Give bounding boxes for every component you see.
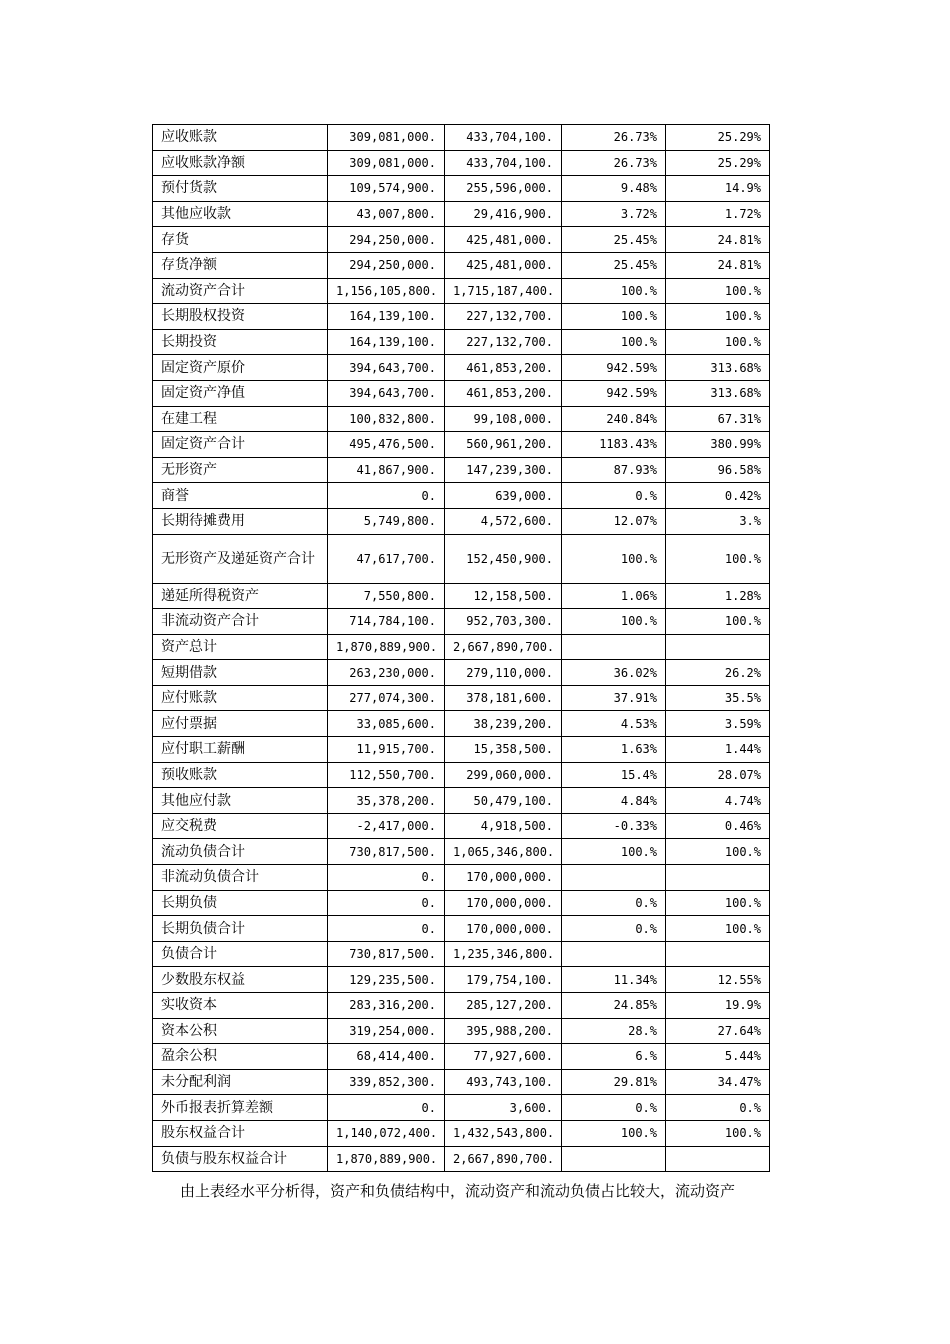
row-label-cell: 在建工程 xyxy=(153,406,328,432)
value-cell: 12.07% xyxy=(562,508,666,534)
value-cell: 28.07% xyxy=(666,762,770,788)
value-cell: 34.47% xyxy=(666,1069,770,1095)
row-label-cell: 固定资产合计 xyxy=(153,432,328,458)
value-cell: 100.% xyxy=(666,609,770,635)
value-cell: 26.2% xyxy=(666,660,770,686)
value-cell: 77,927,600. xyxy=(445,1044,562,1070)
row-label-cell: 无形资产 xyxy=(153,457,328,483)
value-cell: -0.33% xyxy=(562,813,666,839)
row-label-cell: 盈余公积 xyxy=(153,1044,328,1070)
value-cell: 25.29% xyxy=(666,150,770,176)
balance-sheet-table xyxy=(152,124,770,1172)
row-label-cell: 应付职工薪酬 xyxy=(153,737,328,763)
value-cell: 0. xyxy=(328,916,445,942)
value-cell: 100.% xyxy=(562,534,666,583)
value-cell: 170,000,000. xyxy=(445,890,562,916)
value-cell: 493,743,100. xyxy=(445,1069,562,1095)
value-cell: 11,915,700. xyxy=(328,737,445,763)
value-cell: 285,127,200. xyxy=(445,993,562,1019)
table-row xyxy=(153,839,770,865)
row-label-cell: 预付货款 xyxy=(153,176,328,202)
value-cell: 1,235,346,800. xyxy=(445,941,562,967)
value-cell: 3.72% xyxy=(562,201,666,227)
value-cell: 0. xyxy=(328,1095,445,1121)
row-label-cell: 流动负债合计 xyxy=(153,839,328,865)
value-cell: 1,432,543,800. xyxy=(445,1120,562,1146)
value-cell: 12.55% xyxy=(666,967,770,993)
value-cell: 100.% xyxy=(666,916,770,942)
value-cell: 100.% xyxy=(666,534,770,583)
row-label-cell: 长期待摊费用 xyxy=(153,508,328,534)
value-cell: 394,643,700. xyxy=(328,380,445,406)
value-cell: 170,000,000. xyxy=(445,865,562,891)
value-cell xyxy=(666,1146,770,1172)
table-row xyxy=(153,150,770,176)
row-label-cell: 无形资产及递延资产合计 xyxy=(153,534,328,583)
value-cell: 100.% xyxy=(666,890,770,916)
value-cell: 283,316,200. xyxy=(328,993,445,1019)
table-row xyxy=(153,941,770,967)
value-cell: 5,749,800. xyxy=(328,508,445,534)
value-cell: 0.% xyxy=(666,1095,770,1121)
value-cell: 942.59% xyxy=(562,380,666,406)
table-row xyxy=(153,967,770,993)
row-label-cell: 商誉 xyxy=(153,483,328,509)
value-cell: 100.% xyxy=(562,839,666,865)
value-cell: 313.68% xyxy=(666,380,770,406)
table-row xyxy=(153,583,770,609)
value-cell: 12,158,500. xyxy=(445,583,562,609)
value-cell: 4,918,500. xyxy=(445,813,562,839)
value-cell xyxy=(562,865,666,891)
table-row xyxy=(153,609,770,635)
value-cell: 942.59% xyxy=(562,355,666,381)
row-label-cell: 负债合计 xyxy=(153,941,328,967)
value-cell: 3.% xyxy=(666,508,770,534)
value-cell: 36.02% xyxy=(562,660,666,686)
value-cell: 4.53% xyxy=(562,711,666,737)
value-cell: 33,085,600. xyxy=(328,711,445,737)
value-cell: 179,754,100. xyxy=(445,967,562,993)
row-label-cell: 长期负债 xyxy=(153,890,328,916)
table-row xyxy=(153,227,770,253)
value-cell: 100.% xyxy=(562,609,666,635)
value-cell: 170,000,000. xyxy=(445,916,562,942)
table-row xyxy=(153,1095,770,1121)
value-cell: 1,870,889,900. xyxy=(328,1146,445,1172)
row-label-cell: 长期负债合计 xyxy=(153,916,328,942)
value-cell: 152,450,900. xyxy=(445,534,562,583)
value-cell: 24.81% xyxy=(666,252,770,278)
table-row xyxy=(153,1120,770,1146)
value-cell: 2,667,890,700. xyxy=(445,1146,562,1172)
table-row xyxy=(153,201,770,227)
value-cell: 1.28% xyxy=(666,583,770,609)
value-cell: 28.% xyxy=(562,1018,666,1044)
value-cell: 279,110,000. xyxy=(445,660,562,686)
value-cell: 1.06% xyxy=(562,583,666,609)
value-cell: 100.% xyxy=(666,329,770,355)
value-cell: 41,867,900. xyxy=(328,457,445,483)
value-cell: 227,132,700. xyxy=(445,304,562,330)
table-row xyxy=(153,508,770,534)
value-cell: 35,378,200. xyxy=(328,788,445,814)
value-cell: 6.% xyxy=(562,1044,666,1070)
row-label-cell: 外币报表折算差额 xyxy=(153,1095,328,1121)
table-row xyxy=(153,278,770,304)
value-cell: 0. xyxy=(328,890,445,916)
table-row xyxy=(153,813,770,839)
value-cell xyxy=(666,865,770,891)
value-cell: 99,108,000. xyxy=(445,406,562,432)
table-row xyxy=(153,380,770,406)
value-cell: 24.85% xyxy=(562,993,666,1019)
value-cell: 29,416,900. xyxy=(445,201,562,227)
value-cell: 4.74% xyxy=(666,788,770,814)
value-cell: 47,617,700. xyxy=(328,534,445,583)
value-cell: 1183.43% xyxy=(562,432,666,458)
value-cell: 100.% xyxy=(562,1120,666,1146)
value-cell: 0.% xyxy=(562,916,666,942)
value-cell xyxy=(562,634,666,660)
value-cell xyxy=(562,941,666,967)
table-row xyxy=(153,660,770,686)
value-cell: 3,600. xyxy=(445,1095,562,1121)
value-cell: 112,550,700. xyxy=(328,762,445,788)
value-cell: 9.48% xyxy=(562,176,666,202)
value-cell: 378,181,600. xyxy=(445,685,562,711)
table-row xyxy=(153,483,770,509)
value-cell: 14.9% xyxy=(666,176,770,202)
value-cell: 0.% xyxy=(562,1095,666,1121)
value-cell xyxy=(666,941,770,967)
table-body xyxy=(153,125,770,1172)
value-cell: 38,239,200. xyxy=(445,711,562,737)
row-label-cell: 存货 xyxy=(153,227,328,253)
value-cell: 425,481,000. xyxy=(445,252,562,278)
value-cell: 100.% xyxy=(666,1120,770,1146)
value-cell xyxy=(666,634,770,660)
value-cell: 0.% xyxy=(562,890,666,916)
row-label-cell: 预收账款 xyxy=(153,762,328,788)
value-cell: 639,000. xyxy=(445,483,562,509)
row-label-cell: 非流动负债合计 xyxy=(153,865,328,891)
value-cell: 299,060,000. xyxy=(445,762,562,788)
value-cell: 1,065,346,800. xyxy=(445,839,562,865)
value-cell: 100.% xyxy=(562,304,666,330)
value-cell: 714,784,100. xyxy=(328,609,445,635)
table-row xyxy=(153,916,770,942)
value-cell: 26.73% xyxy=(562,125,666,151)
value-cell: 433,704,100. xyxy=(445,125,562,151)
table-row xyxy=(153,711,770,737)
row-label-cell: 其他应付款 xyxy=(153,788,328,814)
row-label-cell: 固定资产原价 xyxy=(153,355,328,381)
value-cell: 0.42% xyxy=(666,483,770,509)
value-cell: 25.29% xyxy=(666,125,770,151)
table-row xyxy=(153,1018,770,1044)
row-label-cell: 递延所得税资产 xyxy=(153,583,328,609)
table-row xyxy=(153,993,770,1019)
value-cell: 339,852,300. xyxy=(328,1069,445,1095)
table-row xyxy=(153,890,770,916)
analysis-paragraph: 由上表经水平分析得，资产和负债结构中，流动资产和流动负债占比较大，流动资产 xyxy=(180,1182,736,1200)
row-label-cell: 其他应收款 xyxy=(153,201,328,227)
row-label-cell: 应收账款净额 xyxy=(153,150,328,176)
value-cell: 68,414,400. xyxy=(328,1044,445,1070)
value-cell: 15.4% xyxy=(562,762,666,788)
value-cell: 0. xyxy=(328,483,445,509)
value-cell: 100.% xyxy=(666,304,770,330)
value-cell: 43,007,800. xyxy=(328,201,445,227)
table-row xyxy=(153,355,770,381)
value-cell: 100.% xyxy=(666,278,770,304)
value-cell: 425,481,000. xyxy=(445,227,562,253)
value-cell: 1,156,105,800. xyxy=(328,278,445,304)
row-label-cell: 应收账款 xyxy=(153,125,328,151)
value-cell: 0. xyxy=(328,865,445,891)
value-cell: 15,358,500. xyxy=(445,737,562,763)
value-cell: 25.45% xyxy=(562,227,666,253)
value-cell: 395,988,200. xyxy=(445,1018,562,1044)
value-cell: 227,132,700. xyxy=(445,329,562,355)
row-label-cell: 未分配利润 xyxy=(153,1069,328,1095)
value-cell: 87.93% xyxy=(562,457,666,483)
value-cell: 319,254,000. xyxy=(328,1018,445,1044)
value-cell: 37.91% xyxy=(562,685,666,711)
table-row xyxy=(153,1044,770,1070)
value-cell: 100.% xyxy=(562,278,666,304)
value-cell: 1.72% xyxy=(666,201,770,227)
row-label-cell: 流动资产合计 xyxy=(153,278,328,304)
value-cell: 50,479,100. xyxy=(445,788,562,814)
value-cell: 3.59% xyxy=(666,711,770,737)
value-cell xyxy=(562,1146,666,1172)
row-label-cell: 应交税费 xyxy=(153,813,328,839)
value-cell: 309,081,000. xyxy=(328,150,445,176)
value-cell: 100,832,800. xyxy=(328,406,445,432)
table-row xyxy=(153,762,770,788)
value-cell: 7,550,800. xyxy=(328,583,445,609)
table-row xyxy=(153,457,770,483)
value-cell: 164,139,100. xyxy=(328,329,445,355)
value-cell: 29.81% xyxy=(562,1069,666,1095)
table-row xyxy=(153,788,770,814)
value-cell: 730,817,500. xyxy=(328,839,445,865)
table-row xyxy=(153,685,770,711)
table-row xyxy=(153,125,770,151)
value-cell: 433,704,100. xyxy=(445,150,562,176)
table-row xyxy=(153,304,770,330)
value-cell: 255,596,000. xyxy=(445,176,562,202)
value-cell: 147,239,300. xyxy=(445,457,562,483)
row-label-cell: 固定资产净值 xyxy=(153,380,328,406)
value-cell: -2,417,000. xyxy=(328,813,445,839)
value-cell: 25.45% xyxy=(562,252,666,278)
value-cell: 313.68% xyxy=(666,355,770,381)
row-label-cell: 股东权益合计 xyxy=(153,1120,328,1146)
row-label-cell: 实收资本 xyxy=(153,993,328,1019)
table-row xyxy=(153,1069,770,1095)
value-cell: 294,250,000. xyxy=(328,252,445,278)
row-label-cell: 负债与股东权益合计 xyxy=(153,1146,328,1172)
value-cell: 24.81% xyxy=(666,227,770,253)
table-row xyxy=(153,865,770,891)
row-label-cell: 非流动资产合计 xyxy=(153,609,328,635)
value-cell: 277,074,300. xyxy=(328,685,445,711)
value-cell: 461,853,200. xyxy=(445,355,562,381)
value-cell: 67.31% xyxy=(666,406,770,432)
row-label-cell: 资产总计 xyxy=(153,634,328,660)
value-cell: 461,853,200. xyxy=(445,380,562,406)
value-cell: 0.% xyxy=(562,483,666,509)
value-cell: 35.5% xyxy=(666,685,770,711)
value-cell: 4.84% xyxy=(562,788,666,814)
table-row xyxy=(153,406,770,432)
value-cell: 1,870,889,900. xyxy=(328,634,445,660)
row-label-cell: 短期借款 xyxy=(153,660,328,686)
row-label-cell: 长期股权投资 xyxy=(153,304,328,330)
value-cell: 109,574,900. xyxy=(328,176,445,202)
value-cell: 96.58% xyxy=(666,457,770,483)
value-cell: 380.99% xyxy=(666,432,770,458)
value-cell: 560,961,200. xyxy=(445,432,562,458)
value-cell: 19.9% xyxy=(666,993,770,1019)
value-cell: 0.46% xyxy=(666,813,770,839)
table-row xyxy=(153,432,770,458)
value-cell: 394,643,700. xyxy=(328,355,445,381)
value-cell: 1,715,187,400. xyxy=(445,278,562,304)
value-cell: 100.% xyxy=(666,839,770,865)
table-row xyxy=(153,534,770,583)
value-cell: 5.44% xyxy=(666,1044,770,1070)
value-cell: 129,235,500. xyxy=(328,967,445,993)
table-row xyxy=(153,737,770,763)
value-cell: 1,140,072,400. xyxy=(328,1120,445,1146)
table-row xyxy=(153,252,770,278)
row-label-cell: 少数股东权益 xyxy=(153,967,328,993)
value-cell: 952,703,300. xyxy=(445,609,562,635)
value-cell: 26.73% xyxy=(562,150,666,176)
value-cell: 1.63% xyxy=(562,737,666,763)
value-cell: 2,667,890,700. xyxy=(445,634,562,660)
table-row xyxy=(153,329,770,355)
value-cell: 240.84% xyxy=(562,406,666,432)
row-label-cell: 存货净额 xyxy=(153,252,328,278)
value-cell: 294,250,000. xyxy=(328,227,445,253)
value-cell: 730,817,500. xyxy=(328,941,445,967)
value-cell: 164,139,100. xyxy=(328,304,445,330)
row-label-cell: 应付账款 xyxy=(153,685,328,711)
table-row xyxy=(153,634,770,660)
row-label-cell: 资本公积 xyxy=(153,1018,328,1044)
value-cell: 1.44% xyxy=(666,737,770,763)
value-cell: 263,230,000. xyxy=(328,660,445,686)
value-cell: 4,572,600. xyxy=(445,508,562,534)
value-cell: 27.64% xyxy=(666,1018,770,1044)
row-label-cell: 长期投资 xyxy=(153,329,328,355)
value-cell: 495,476,500. xyxy=(328,432,445,458)
table-row xyxy=(153,1146,770,1172)
row-label-cell: 应付票据 xyxy=(153,711,328,737)
value-cell: 11.34% xyxy=(562,967,666,993)
table-row xyxy=(153,176,770,202)
value-cell: 100.% xyxy=(562,329,666,355)
value-cell: 309,081,000. xyxy=(328,125,445,151)
